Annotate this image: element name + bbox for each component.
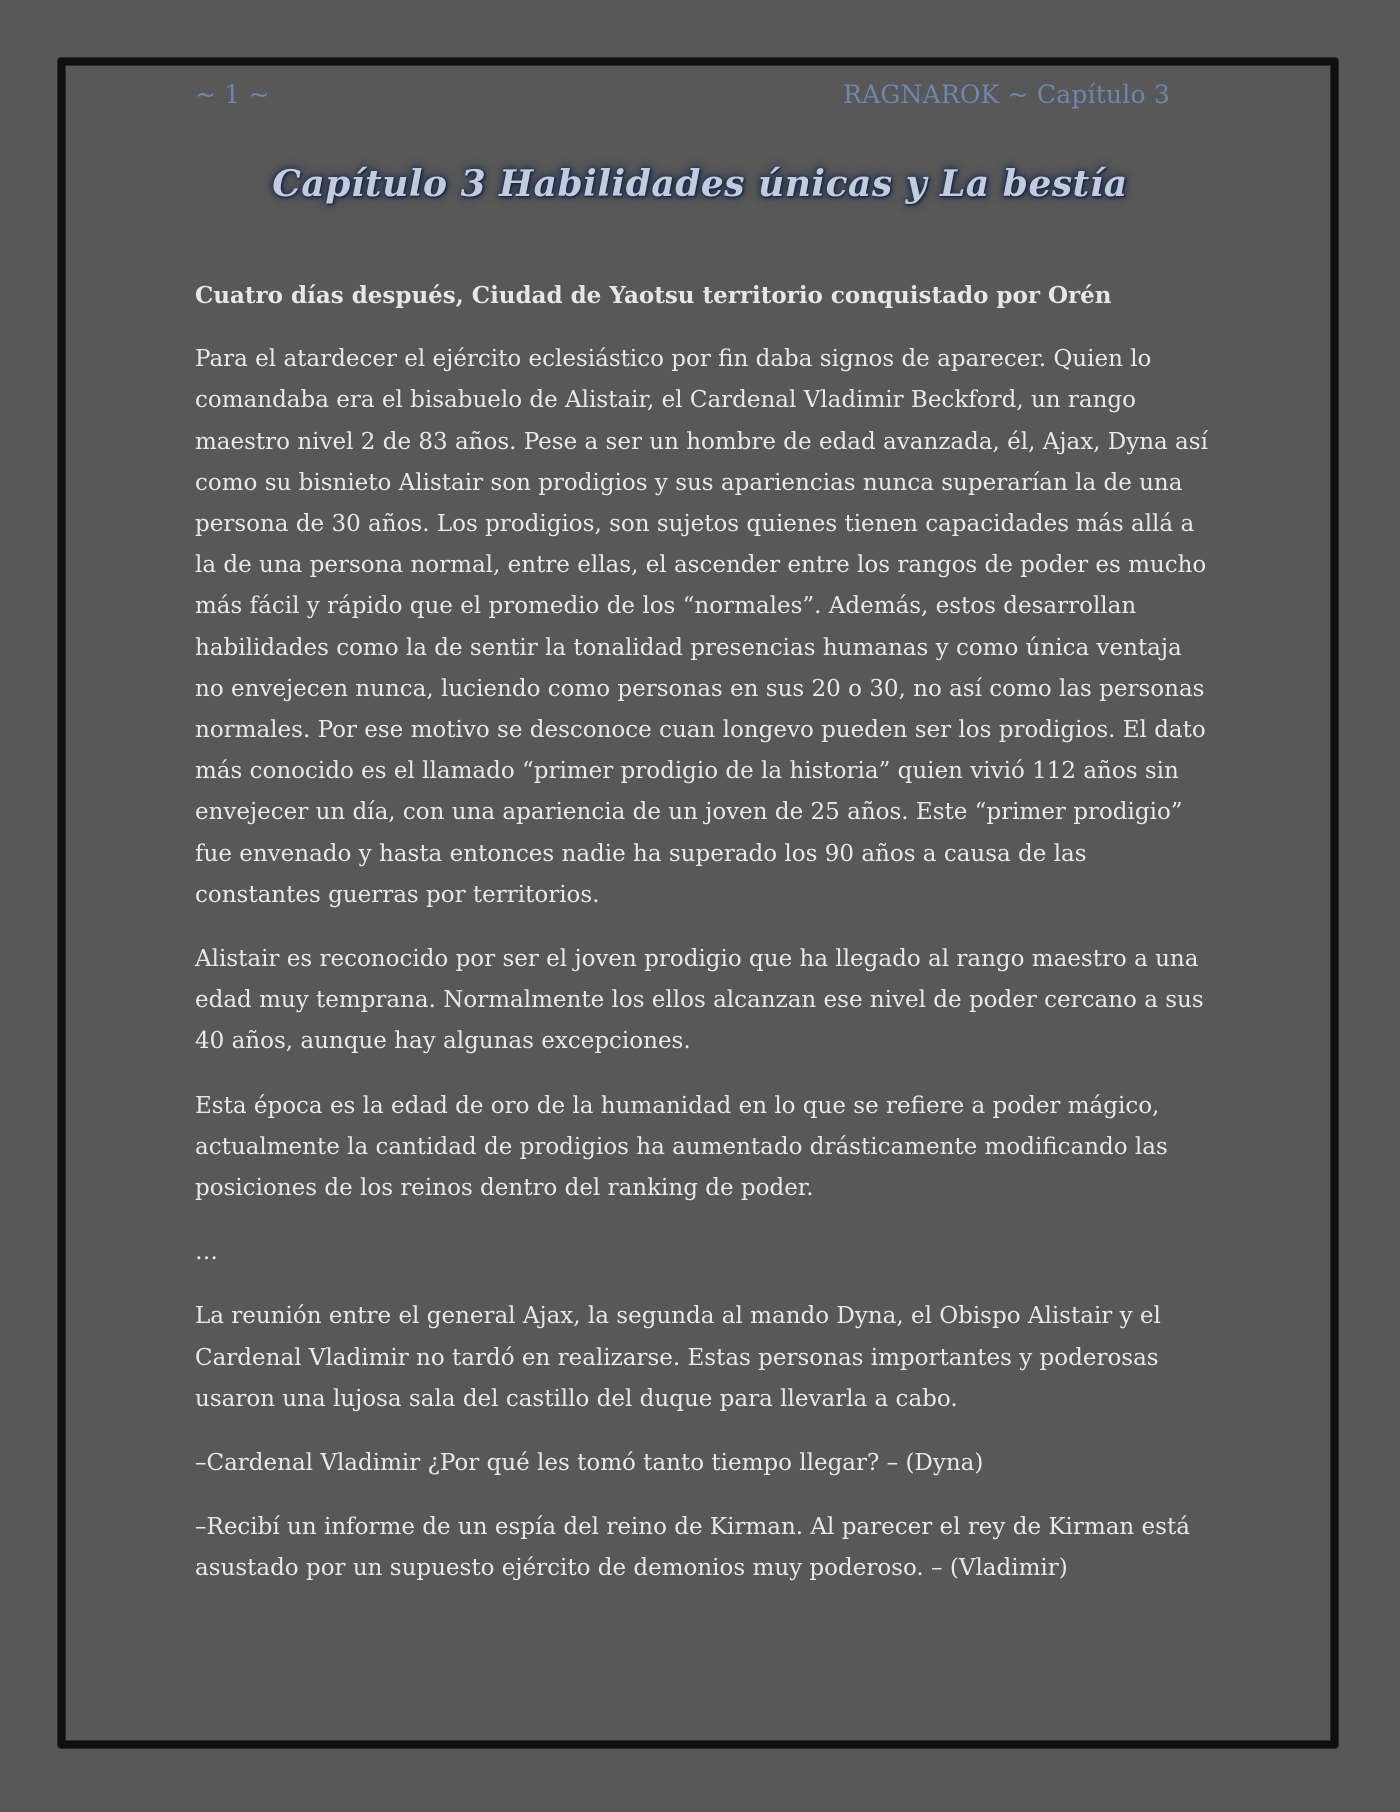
paragraph-1: Para el atardecer el ejército eclesiástico por fin daba signos de aparecer. Quien lo comandaba era el bisabuelo de Alistair, el Cardenal Vladimir Beckford, un rango maestro nivel 2 de 83 años. Pese a ser un hombre de edad avanzada, él, Ajax, Dyna así como su bisnieto Alistair son prodigios y sus apariencias nunca superarían la de una persona de 30 años. Los prodigios, son sujetos quienes tienen capacidades más allá a la de una persona normal, entre ellas, el ascender entre los rangos de poder es mucho más fácil y rápido que el promedio de los “normales”. Además, estos desarrollan habilidades como la de sentir la tonalidad presencias humanas y como única ventaja no envejecen nunca, luciendo como personas en sus 20 o 30, no así como las personas normales. Por ese motivo se desconoce cuan longevo pueden ser los prodigios. El dato más conocido es el llamado “primer prodigio de la historia” quien vivió 112 años sin envejecer un día, con una apariencia de un joven de 25 años. Este “primer prodigio” fue envenado y hasta entonces nadie ha superado los 90 años a causa de las constantes guerras por territorios.: [195, 346, 1208, 908]
chapter-title: Capítulo 3 Habilidades únicas y La bestía: [272, 163, 1128, 205]
page-number: ~ 1 ~: [195, 80, 270, 109]
chapter-body: [195, 275, 1213, 1613]
paragraph-4: La reunión entre el general Ajax, la segunda al mando Dyna, el Obispo Alistair y el Cardenal Vladimir no tardó en realizarse. Estas personas importantes y poderosas usaron una lujosa sala del castillo del duque para llevarla a cabo.: [195, 1303, 1161, 1412]
scene-break: …: [195, 1239, 220, 1266]
paragraph-2: Alistair es reconocido por ser el joven prodigio que ha llegado al rango maestro a una edad muy temprana. Normalmente los ellos alcanzan ese nivel de poder cercano a sus 40 años, aunque hay algunas excepciones.: [195, 946, 1204, 1055]
scene-heading: Cuatro días después, Ciudad de Yaotsu territorio conquistado por Orén: [195, 282, 1112, 309]
running-title: RAGNAROK ~ Capítulo 3: [843, 80, 1170, 109]
dialogue-line-dyna: –Cardenal Vladimir ¿Por qué les tomó tanto tiempo llegar? – (Dyna): [195, 1450, 984, 1477]
dialogue-line-vladimir: –Recibí un informe de un espía del reino de Kirman. Al parecer el rey de Kirman está asustado por un supuesto ejército de demonios muy poderoso. – (Vladimir): [195, 1514, 1190, 1582]
paragraph-3: Esta época es la edad de oro de la humanidad en lo que se refiere a poder mágico, actualmente la cantidad de prodigios ha aumentado drásticamente modificando las posiciones de los reinos dentro del ranking de poder.: [195, 1092, 1168, 1202]
